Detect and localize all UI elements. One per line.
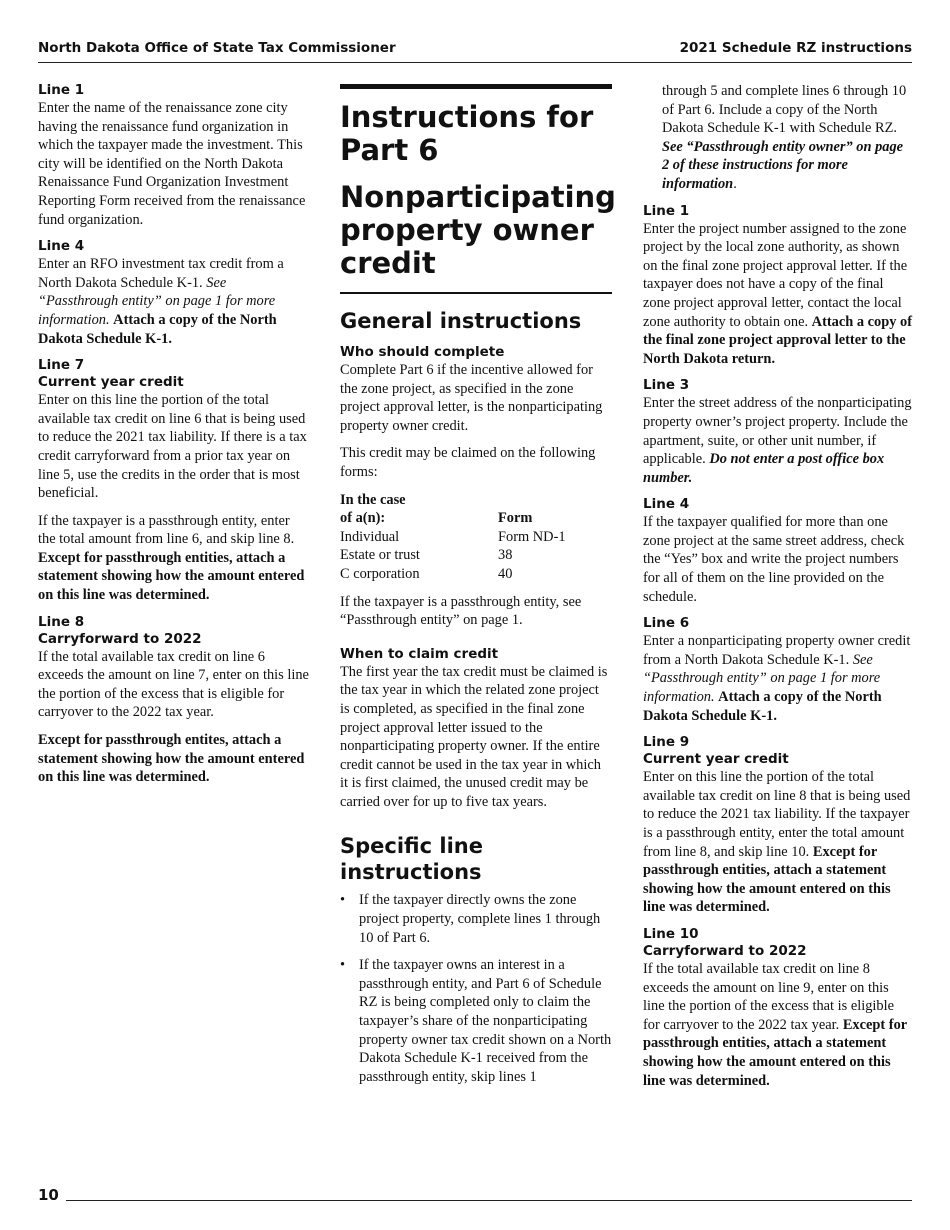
section-line-4	[38, 238, 310, 348]
table-cell-form: Form ND-1	[498, 528, 566, 545]
column-left	[38, 82, 310, 796]
section-line-3	[643, 377, 913, 487]
section-line-7	[38, 357, 310, 605]
attach-instruction: Except for passthrough entities, attach a statement showing how the amount entered on this line was determined.	[643, 1016, 907, 1089]
forms-intro: This credit may be claimed on the following forms:	[340, 445, 596, 480]
line-text: If the total available tax credit on line 8 exceeds the amount on line 9, enter on this line the portion of the excess that is eligible for carryover to the 2022 tax year. Except for passthrough entities, attach a statement showing how the amount entered on this line was determined.	[643, 960, 907, 1089]
line-text: Enter on this line the portion of the total available tax credit on line 8 that is being used to reduce the 2021 tax liability. If the taxpayer is a passthrough entity, enter the total amount from line 8, and skip line 10. Except for passthrough entities, attach a statement showing how the amount entered on this line was determined.	[643, 769, 911, 916]
attach-instruction: Attach a copy of the North Dakota Schedule K-1.	[643, 689, 882, 724]
section-line-8	[38, 614, 310, 787]
footer-rule	[66, 1200, 912, 1201]
forms-table	[340, 491, 566, 584]
section-line-6	[643, 615, 913, 725]
header-agency: North Dakota Office of State Tax Commissioner	[38, 40, 396, 56]
section-line-9	[643, 734, 913, 917]
bullet-continuation: through 5 and complete lines 6 through 10 of Part 6. Include a copy of the North Dakota Schedule K-1 with Schedule RZ. See “Passthrough entity owner” on page 2 of these instructions for more information.	[662, 83, 907, 192]
line-heading: Line 6	[643, 615, 690, 632]
list-item: • If the taxpayer directly owns the zone project property, complete lines 1 through 10 of Part 6.	[340, 892, 601, 946]
table-cell-entity: Individual	[340, 528, 400, 545]
table-header-row	[340, 491, 566, 528]
bullet-icon: •	[340, 957, 346, 974]
title-rule-bottom	[340, 292, 612, 294]
line-heading: Line 7	[38, 357, 85, 374]
table-cell-form: 40	[498, 565, 513, 582]
list-item: • If the taxpayer owns an interest in a passthrough entity, and Part 6 of Schedule RZ is being completed only to claim the taxpayer’s share of the nonparticipating property owner tax credit shown on a North Dakota Schedule K-1 received from the passthrough entity, skip lines 1	[340, 957, 612, 1085]
title-rule-top	[340, 84, 612, 89]
page-header	[38, 40, 912, 63]
column-middle	[340, 82, 616, 1095]
table-header-entity: In the case of a(n):	[340, 491, 406, 527]
when-to-claim-heading: When to claim credit	[340, 645, 499, 662]
line-text: Enter the project number assigned to the zone project by the local zone authority, as shown on the final zone project approval letter. If the taxpayer does not have a copy of the final zone project approval letter, contact the local zone authority to obtain one. Attach a copy of the final zone project approval letter to the North Dakota return.	[643, 220, 912, 367]
line-heading: Line 4	[38, 238, 85, 255]
specific-line-instructions-heading: Specific line instructions	[340, 834, 483, 885]
column-right	[643, 82, 913, 1099]
table-row	[340, 565, 566, 584]
line-text: Enter a nonparticipating property owner credit from a North Dakota Schedule K-1. See “Passthrough entity” on page 1 for more information. Attach a copy of the North Dakota Schedule K-1.	[643, 633, 911, 724]
line-text: If the total available tax credit on line 6 exceeds the amount on line 7, enter on this line the portion of the excess that is eligible for carryover to the 2022 tax year.	[38, 648, 309, 721]
when-to-claim-text: The first year the tax credit must be claimed is the tax year in which the related zone project is completed, as specified in the final zone project approval letter issued to the nonparticipating property owner. If the entire credit cannot be used in the tax year in which it is first claimed, the unused credit may be carried over for up to five tax years.	[340, 663, 608, 810]
attach-instruction: Except for passthrough entites, attach a statement showing how the amount entered on this line was determined.	[38, 732, 305, 786]
bullet-icon: •	[340, 892, 346, 909]
see-reference: See “Passthrough entity” on page 1 for more information.	[38, 274, 276, 328]
table-row	[340, 528, 566, 547]
line-subheading: Current year credit	[643, 751, 789, 768]
line-heading: Line 8	[38, 613, 85, 630]
header-document-title: 2021 Schedule RZ instructions	[679, 40, 912, 56]
table-cell-form: 38	[498, 547, 513, 564]
line-text: Enter the street address of the nonparticipating property owner’s project property. Include the apartment, suite, or other unit number, if applicable. Do not enter a post office box number.	[643, 395, 912, 486]
attach-instruction: Attach a copy of the North Dakota Schedule K-1.	[38, 311, 277, 347]
line-heading: Line 4	[643, 496, 690, 513]
warning-text: Do not enter a post office box number.	[643, 451, 885, 486]
section-line-1	[643, 203, 913, 369]
line-heading: Line 1	[643, 202, 690, 219]
line-text: Enter on this line the portion of the total available tax credit on line 6 that is being used to reduce the 2021 tax liability. If there is a tax credit carryforward from a prior tax year on line 5, use the credits in the order that is most beneficial.	[38, 392, 307, 502]
table-cell-entity: C corporation	[340, 565, 420, 582]
line-subheading: Carryforward to 2022	[38, 630, 202, 647]
line-text: If the taxpayer qualified for more than one zone project at the same street address, check the “Yes” box and write the project numbers for all of them on the line provided on the schedule.	[643, 514, 905, 605]
attach-instruction: Attach a copy of the final zone project approval letter to the North Dakota return.	[643, 313, 912, 367]
line-subheading: Carryforward to 2022	[643, 942, 807, 959]
line-heading: Line 1	[38, 82, 85, 98]
line-text: Enter the name of the renaissance zone city having the renaissance fund organization in which the taxpayer made the investment. This city will be identified on the North Dakota Renaissance Fund Organization Investment Reporting Form received from the renaissance fund organization.	[38, 100, 306, 228]
page-number: 10	[38, 1186, 59, 1204]
table-cell-entity: Estate or trust	[340, 547, 420, 564]
who-should-complete-heading: Who should complete	[340, 344, 505, 360]
instruction-bullets	[340, 891, 612, 1086]
section-line-10	[643, 926, 913, 1090]
table-header-form: Form	[498, 510, 533, 527]
attach-instruction: Except for passthrough entities, attach a statement showing how the amount entered on this line was determined.	[38, 549, 305, 604]
page-footer	[38, 1186, 912, 1206]
section-line-4	[643, 496, 913, 606]
line-heading: Line 3	[643, 377, 690, 394]
line-text: Enter an RFO investment tax credit from a North Dakota Schedule K-1. See “Passthrough entity” on page 1 for more information. Attach a copy of the North Dakota Schedule K-1.	[38, 256, 284, 347]
credit-title: Nonparticipating property owner credit	[340, 180, 616, 280]
line-heading: Line 10	[643, 925, 699, 942]
attach-instruction: Except for passthrough entities, attach a statement showing how the amount entered on this line was determined.	[643, 843, 891, 916]
line-heading: Line 9	[643, 734, 690, 751]
see-reference: See “Passthrough entity” on page 1 for more information.	[643, 651, 881, 706]
page-title: Instructions for Part 6	[340, 100, 594, 167]
line-text: If the taxpayer is a passthrough entity, enter the total amount from line 6, and skip line 8. Except for passthrough entities, attach a statement showing how the amount entered on this line was determined.	[38, 512, 305, 604]
section-line-1	[38, 82, 310, 229]
passthrough-note: If the taxpayer is a passthrough entity, see “Passthrough entity” on page 1.	[340, 593, 582, 629]
who-should-complete-text: Complete Part 6 if the incentive allowed for the zone project, as specified in the zone project approval letter, is the nonparticipating property owner credit.	[340, 362, 603, 434]
see-reference: See “Passthrough entity owner” on page 2 of these instructions for more information	[662, 138, 904, 192]
table-row	[340, 546, 566, 565]
general-instructions-heading: General instructions	[340, 309, 582, 333]
line-subheading: Current year credit	[38, 374, 184, 391]
